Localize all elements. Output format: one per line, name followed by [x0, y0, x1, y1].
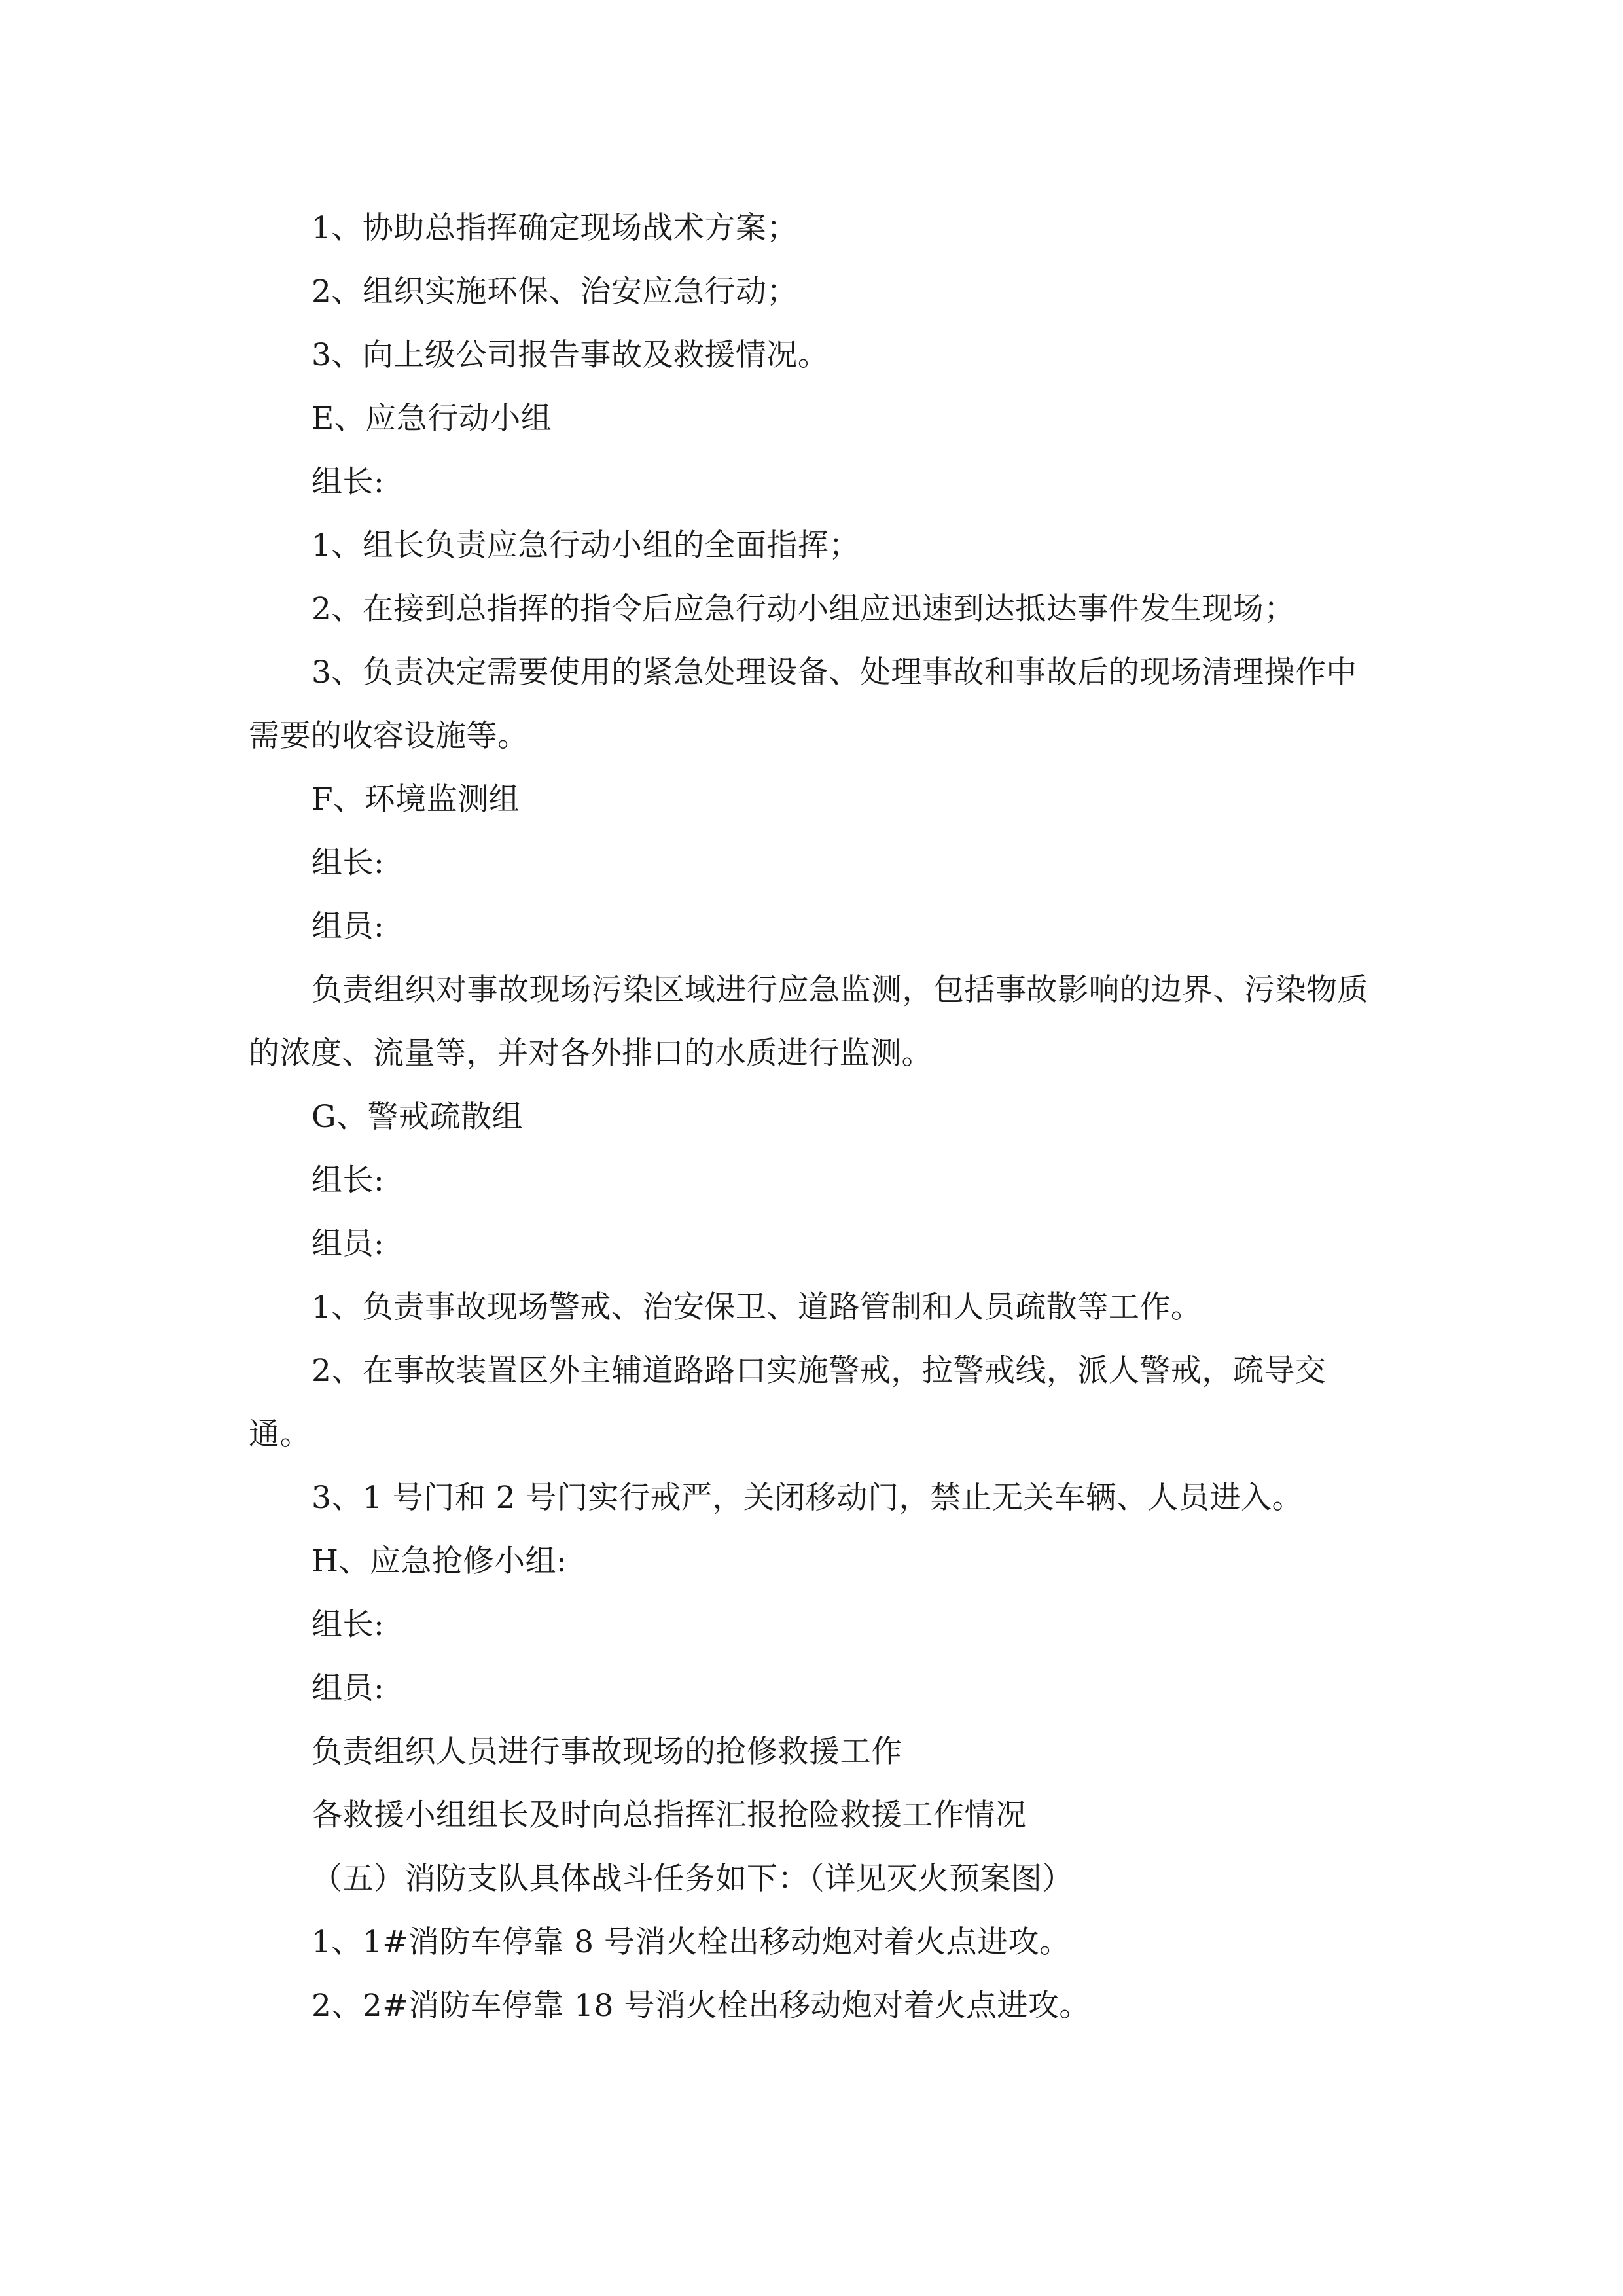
- paragraph: 组员:: [312, 908, 385, 944]
- paragraph: 2、组织实施环保、治安应急行动；: [312, 274, 798, 310]
- paragraph: 组长:: [312, 464, 385, 500]
- paragraph: 负责组织对事故现场污染区域进行应急监测，包括事故影响的边界、污染物质的浓度、流量等，并对各外排口的水质进行监测。: [249, 972, 1368, 1071]
- section-heading: H、应急抢修小组:: [312, 1543, 567, 1579]
- paragraph: 3、负责决定需要使用的紧急处理设备、处理事故和事故后的现场清理操作中需要的收容设施等。: [249, 655, 1357, 754]
- paragraph: 负责组织人员进行事故现场的抢修救援工作: [312, 1734, 902, 1770]
- paragraph: 组长:: [312, 1162, 385, 1198]
- section-heading: （五）消防支队具体战斗任务如下：（详见灭火预案图）: [312, 1861, 1073, 1897]
- body-text: [249, 196, 1387, 2037]
- paragraph: 2、在事故装置区外主辅道路路口实施警戒，拉警戒线，派人警戒，疏导交通。: [249, 1353, 1327, 1452]
- paragraph: 1、1#消防车停靠 8 号消火栓出移动炮对着火点进攻。: [312, 1924, 1071, 1960]
- paragraph: 1、组长负责应急行动小组的全面指挥；: [312, 528, 860, 564]
- paragraph: 3、1 号门和 2 号门实行戒严，关闭移动门，禁止无关车辆、人员进入。: [312, 1480, 1304, 1516]
- paragraph: 3、向上级公司报告事故及救援情况。: [312, 337, 829, 373]
- paragraph: 各救援小组组长及时向总指挥汇报抢险救援工作情况: [312, 1797, 1027, 1833]
- paragraph: 组长:: [312, 1607, 385, 1643]
- paragraph: 2、在接到总指挥的指令后应急行动小组应迅速到达抵达事件发生现场；: [312, 591, 1295, 627]
- paragraph: 1、负责事故现场警戒、治安保卫、道路管制和人员疏散等工作。: [312, 1289, 1202, 1325]
- paragraph: 组员:: [312, 1670, 385, 1706]
- paragraph: 2、2#消防车停靠 18 号消火栓出移动炮对着火点进攻。: [312, 1988, 1090, 2024]
- paragraph: 组员:: [312, 1226, 385, 1262]
- paragraph: 组长:: [312, 845, 385, 881]
- section-heading: E、应急行动小组: [312, 401, 552, 437]
- section-heading: G、警戒疏散组: [312, 1099, 524, 1135]
- paragraph: 1、协助总指挥确定现场战术方案；: [312, 210, 798, 246]
- section-heading: F、环境监测组: [312, 781, 520, 817]
